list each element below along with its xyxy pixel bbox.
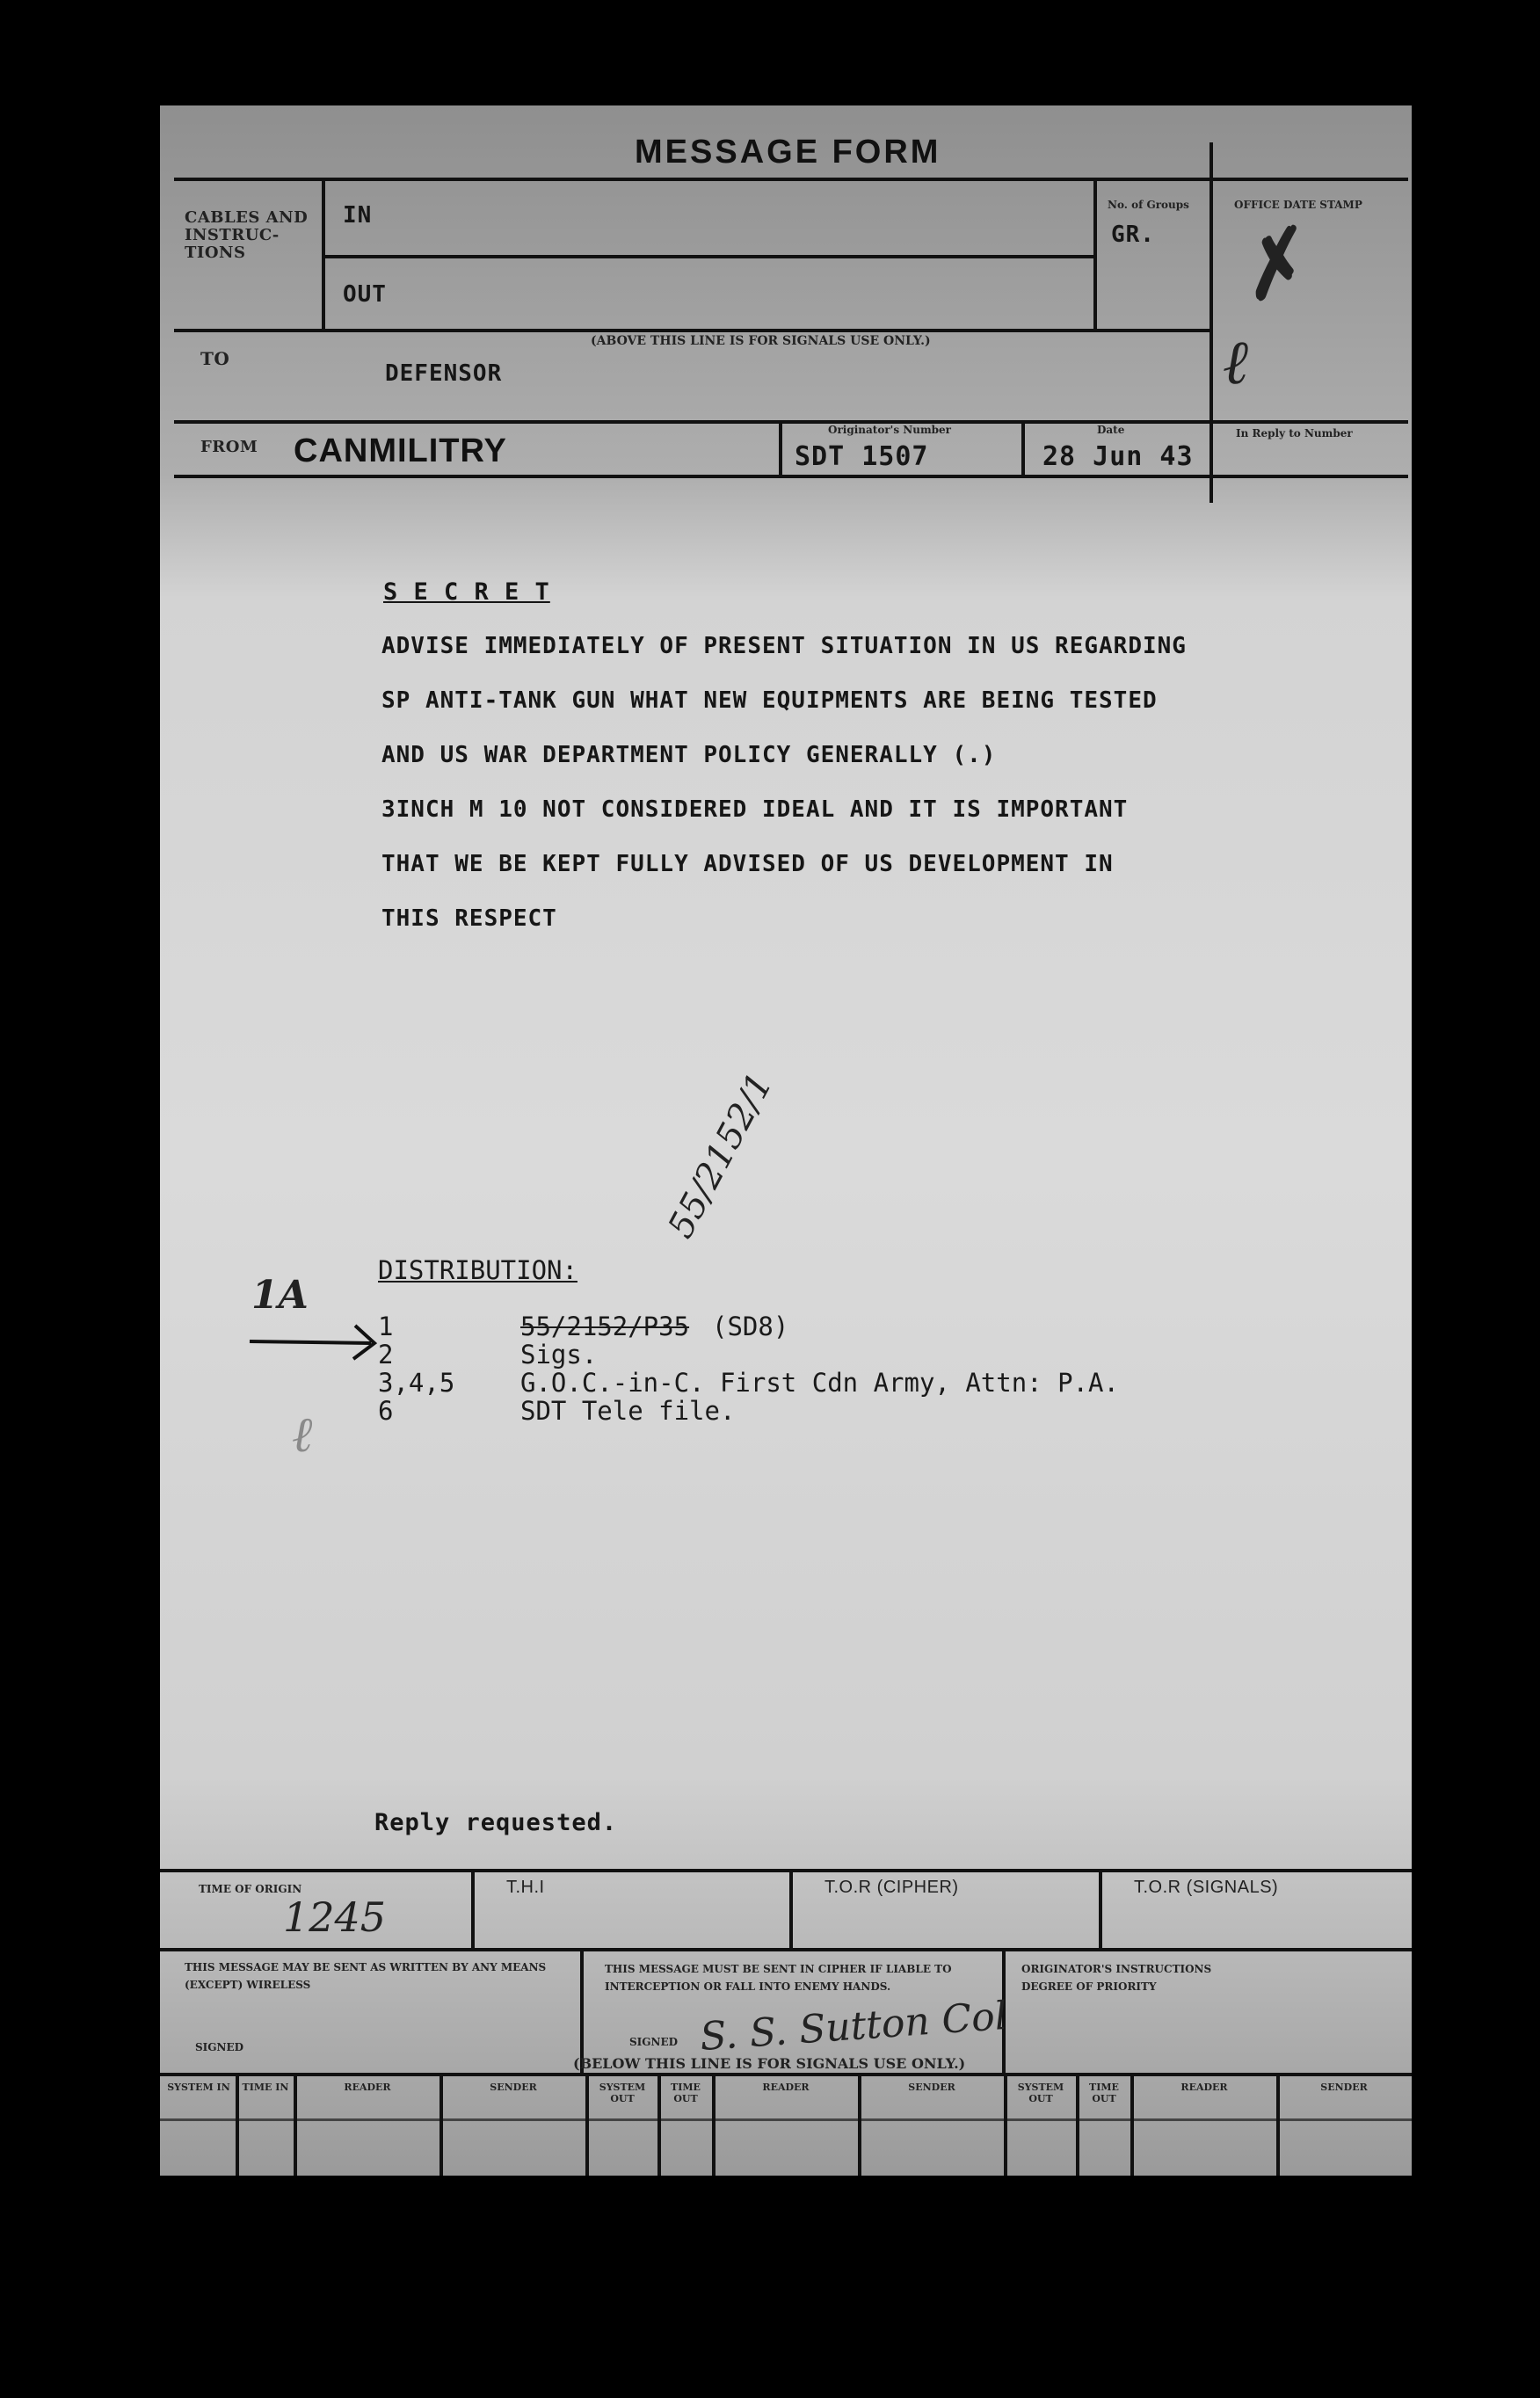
dist-num-2: 2 xyxy=(378,1340,394,1370)
distribution-label: DISTRIBUTION: xyxy=(378,1255,578,1285)
body-line-2: SP ANTI-TANK GUN WHAT NEW EQUIPMENTS ARE BEING TESTED xyxy=(381,687,1158,714)
no-of-groups-label: No. of Groups xyxy=(1108,199,1189,211)
dist-num-1: 1 xyxy=(378,1312,394,1341)
dist-text-1: 55/2152/P35 xyxy=(520,1312,690,1341)
stamp-initials: ℓ xyxy=(1224,325,1250,398)
reply-note: Reply requested. xyxy=(374,1809,618,1836)
dist-text-4: SDT Tele file. xyxy=(520,1396,736,1426)
body-line-5: THAT WE BE KEPT FULLY ADVISED OF US DEVELOPMENT IN xyxy=(381,851,1114,877)
col-sender-3: SENDER xyxy=(1320,2082,1368,2093)
faint-initial: ℓ xyxy=(292,1406,313,1464)
in-label: IN xyxy=(343,202,373,229)
col-sender-2: SENDER xyxy=(908,2082,955,2093)
groups-value: GR. xyxy=(1111,222,1155,248)
date-label: Date xyxy=(1097,424,1125,436)
below-line-note: (BELOW THIS LINE IS FOR SIGNALS USE ONLY.) xyxy=(573,2055,966,2072)
col-time-in: TIME IN xyxy=(242,2082,289,2093)
col-system-out-1: SYSTEM OUT xyxy=(599,2082,646,2104)
arrow-mark: 1A xyxy=(251,1273,309,1318)
to-label: TO xyxy=(200,348,230,369)
in-reply-label: In Reply to Number xyxy=(1236,427,1353,440)
arrow-icon xyxy=(248,1319,380,1366)
col-reader-2: READER xyxy=(762,2082,810,2093)
dist-text-2: Sigs. xyxy=(520,1340,598,1370)
col-reader-1: READER xyxy=(344,2082,391,2093)
originator-instructions: ORIGINATOR'S INSTRUCTIONS DEGREE OF PRIORITY xyxy=(1021,1963,1212,1993)
dist-num-3: 3,4,5 xyxy=(378,1368,455,1398)
out-label: OUT xyxy=(343,281,387,308)
sent-as-written-note: THIS MESSAGE MAY BE SENT AS WRITTEN BY ANY MEANS (EXCEPT) WIRELESS xyxy=(185,1961,547,1991)
tor-cipher-label: T.O.R (CIPHER) xyxy=(824,1878,959,1897)
signed-label: SIGNED xyxy=(629,2036,679,2048)
col-system-out-2: SYSTEM OUT xyxy=(1017,2082,1064,2104)
dist-text-3: G.O.C.-in-C. First Cdn Army, Attn: P.A. xyxy=(520,1368,1119,1398)
above-line-note: (ABOVE THIS LINE IS FOR SIGNALS USE ONLY.) xyxy=(591,334,931,348)
thi-label: T.H.I xyxy=(506,1878,545,1897)
time-of-origin-value: 1245 xyxy=(283,1893,387,1941)
from-value: CANMILITRY xyxy=(294,432,507,469)
office-stamp-label: OFFICE DATE STAMP xyxy=(1234,199,1362,211)
originator-number-value: SDT 1507 xyxy=(795,441,929,472)
col-sender-1: SENDER xyxy=(490,2082,537,2093)
dist-extra-1: (SD8) xyxy=(712,1312,789,1341)
form-title: MESSAGE FORM xyxy=(635,134,941,171)
cables-label: CABLES AND INSTRUC-TIONS xyxy=(185,208,309,262)
col-reader-3: READER xyxy=(1180,2082,1228,2093)
handwritten-reference: 55/2152/1 xyxy=(660,1066,781,1245)
time-of-origin-label: TIME OF ORIGIN xyxy=(199,1883,302,1895)
col-time-out-2: TIME OUT xyxy=(1089,2082,1119,2104)
originator-number-label: Originator's Number xyxy=(828,424,951,436)
message-form xyxy=(160,105,1412,2176)
from-label: FROM xyxy=(200,438,258,456)
col-system-in: SYSTEM IN xyxy=(167,2082,230,2093)
col-time-out-1: TIME OUT xyxy=(671,2082,701,2104)
cipher-note: THIS MESSAGE MUST BE SENT IN CIPHER IF LIABLE TO INTERCEPTION OR FALL INTO ENEMY HANDS. xyxy=(605,1963,952,1993)
signed-label-left: SIGNED xyxy=(195,2041,244,2053)
body-line-4: 3INCH M 10 NOT CONSIDERED IDEAL AND IT IS IMPORTANT xyxy=(381,796,1129,823)
tor-signals-label: T.O.R (SIGNALS) xyxy=(1134,1878,1279,1897)
stamp-scribble: ✗ xyxy=(1224,211,1318,322)
classification: S E C R E T xyxy=(383,578,550,606)
date-value: 28 Jun 43 xyxy=(1042,441,1194,472)
signature: S. S. Sutton Col xyxy=(698,1993,1009,2060)
body-line-6: THIS RESPECT xyxy=(381,905,557,932)
dist-num-4: 6 xyxy=(378,1396,394,1426)
body-line-3: AND US WAR DEPARTMENT POLICY GENERALLY (.) xyxy=(381,742,997,768)
to-value: DEFENSOR xyxy=(385,360,503,387)
body-line-1: ADVISE IMMEDIATELY OF PRESENT SITUATION IN US REGARDING xyxy=(381,633,1187,659)
